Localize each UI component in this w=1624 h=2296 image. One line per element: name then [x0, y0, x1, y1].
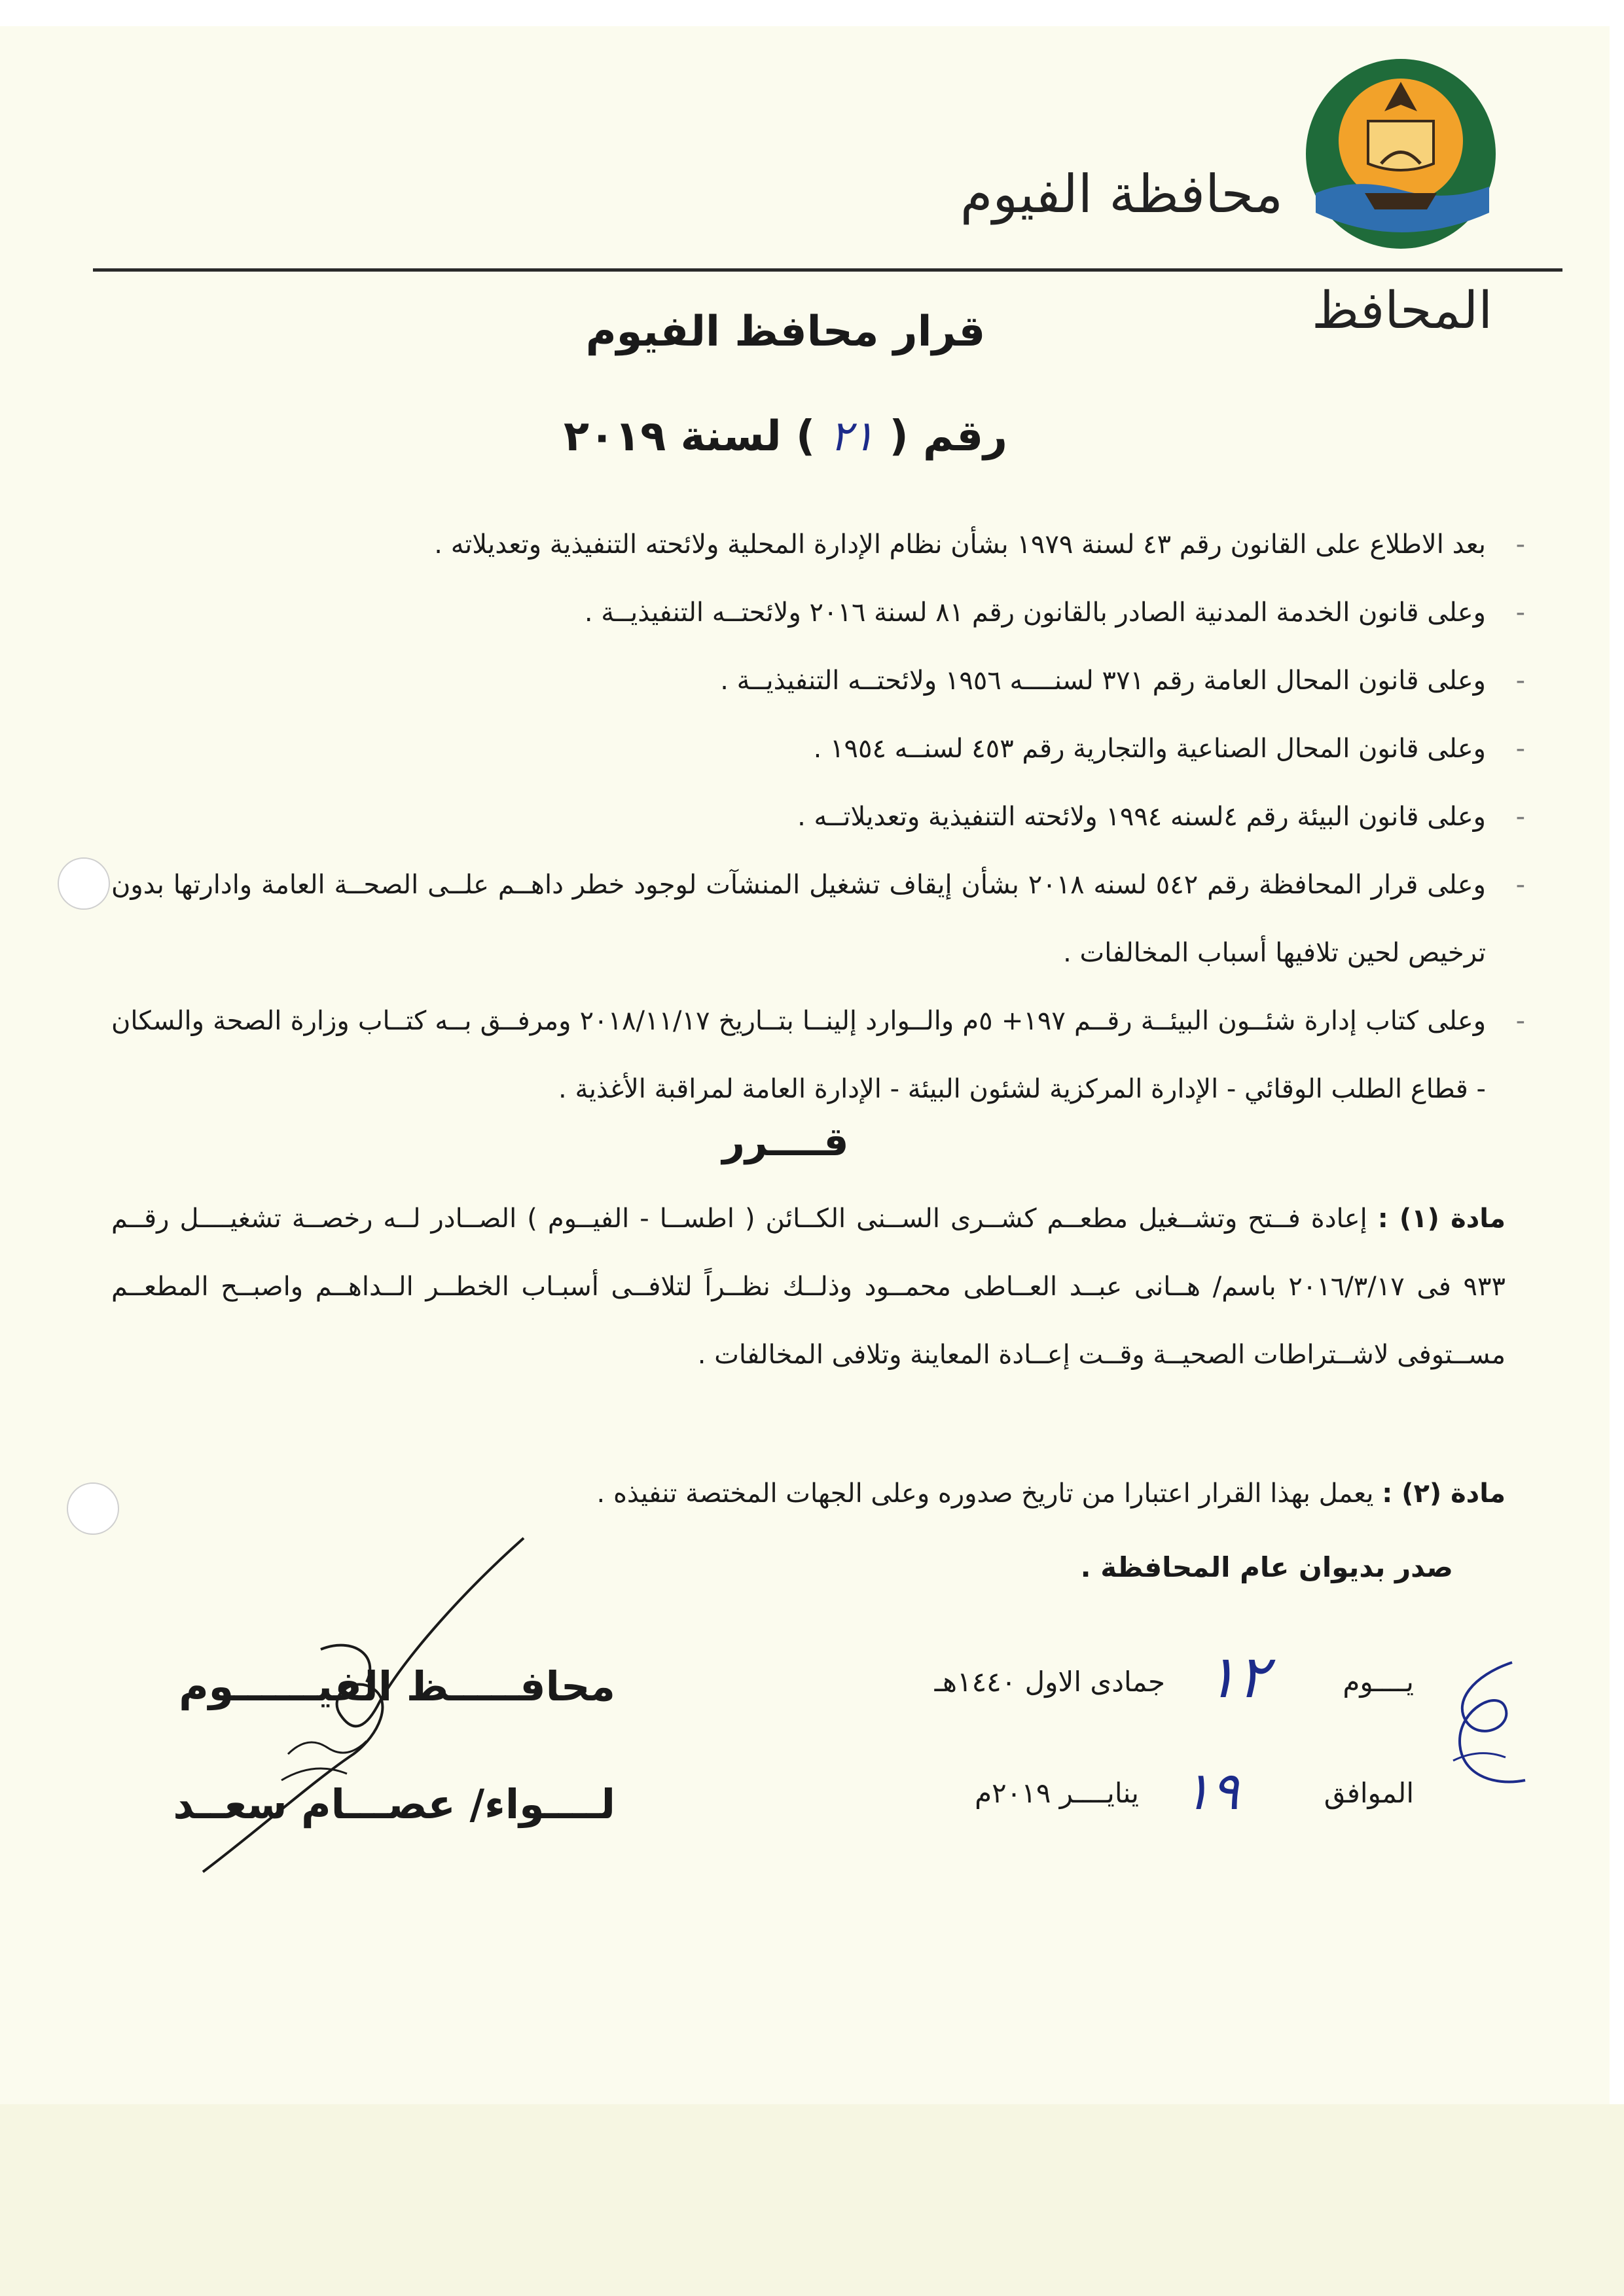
gregorian-date: ينايــــر ٢٠١٩م — [975, 1777, 1139, 1809]
decided-heading: قــــرر — [722, 1119, 849, 1165]
governorate-emblem-icon — [1303, 56, 1499, 252]
article-text: إعادة فــتح وتشــغيل مطعــم كشــرى الســنى الكــائن ( اطســا - الفيــوم ) الصــادر لــه رخصــة تشغيــــل رقــم ٩٣٣ فى ٢٠١٦/٣/١٧ باسم/ هــانى عبــد العــاطى محمــود وذلــك نظــراً لتلافــى أسبـاب الخطــر الــداهــم واصبــح المطعــم مســتوفى لاشــتراطات الصحيــة وقــت إعــادة المعاينة وتلافى المخالفات . — [111, 1204, 1506, 1370]
handwritten-signature-icon — [157, 1518, 563, 1885]
gregorian-day-handwritten: ١٩ — [1183, 1761, 1239, 1821]
header-divider — [93, 268, 1562, 272]
hijri-date: جمادى الاول ١٤٤٠هـ — [934, 1666, 1165, 1698]
handwritten-initials-icon — [1434, 1649, 1538, 1806]
gregorian-label: الموافق — [1324, 1777, 1414, 1809]
page-border-top — [0, 0, 1624, 26]
preamble-item: - وعلى قانون المحال العامة رقم ٣٧١ لسنــــه ١٩٥٦ ولائحتــه التنفيذيــة . — [111, 647, 1486, 715]
day-handwritten: ١٢ — [1205, 1643, 1269, 1712]
preamble-item: - بعد الاطلاع على القانون رقم ٤٣ لسنة ١٩٧٩ بشأن نظام الإدارة المحلية ولائحته التنفيذية وتعديلاته . — [111, 511, 1486, 579]
governorate-name: محافظة الفيوم — [960, 164, 1283, 224]
decision-number-handwritten: ٢١ — [829, 412, 875, 461]
signatory-name: لــــواء/ عصـــام سعــد — [173, 1780, 615, 1828]
article-label: مادة (٢) : — [1382, 1479, 1506, 1509]
preamble-item: - وعلى كتاب إدارة شئــون البيئــة رقــم ١٩٧+ ٥م والــوارد إلينــا بتــاريخ ٢٠١٨/١١/١٧ ومرفــق بــه كتــاب وزارة الصحة والسكان - قطاع الطلب الوقائي - الإدارة المركزية لشئون البيئة - الإدارة العامة لمراقبة الأغذية . — [111, 987, 1486, 1123]
decision-title: قرار محافظ الفيوم — [585, 308, 986, 356]
issued-statement: صدر بديوان عام المحافظة . — [1080, 1551, 1453, 1583]
signatory-title: محافـــــظ الفيــــــوم — [179, 1662, 615, 1710]
decision-number — [458, 412, 1113, 461]
page-border-right — [1610, 0, 1624, 2296]
article-1 — [111, 1185, 1506, 1389]
punch-hole — [58, 857, 110, 910]
decision-number-prefix: رقم ( — [889, 412, 1007, 461]
article-label: مادة (١) : — [1377, 1204, 1506, 1234]
preamble-item: - وعلى قانون البيئة رقم ٤لسنه ١٩٩٤ ولائحته التنفيذية وتعديلاتــه . — [111, 783, 1486, 851]
preamble-list — [111, 511, 1486, 1123]
page-footer-band — [0, 2104, 1624, 2296]
office-title: المحافظ — [1312, 281, 1492, 340]
article-text: يعمل بهذا القرار اعتبارا من تاريخ صدوره وعلى الجهات المختصة تنفيذه . — [596, 1479, 1374, 1509]
day-label: يــــوم — [1343, 1666, 1414, 1698]
decision-number-suffix: ) لسنة ٢٠١٩ — [564, 412, 816, 461]
preamble-item: - وعلى قانون المحال الصناعية والتجارية رقم ٤٥٣ لسنــه ١٩٥٤ . — [111, 715, 1486, 783]
preamble-item: - وعلى قانون الخدمة المدنية الصادر بالقانون رقم ٨١ لسنة ٢٠١٦ ولائحتــه التنفيذيــة . — [111, 579, 1486, 647]
preamble-item: - وعلى قرار المحافظة رقم ٥٤٢ لسنه ٢٠١٨ بشأن إيقاف تشغيل المنشآت لوجود خطر داهــم علــى الصحــة العامة وادارتها بدون ترخيص لحين تلافيها أسباب المخالفات . — [111, 851, 1486, 987]
article-2 — [111, 1460, 1506, 1528]
